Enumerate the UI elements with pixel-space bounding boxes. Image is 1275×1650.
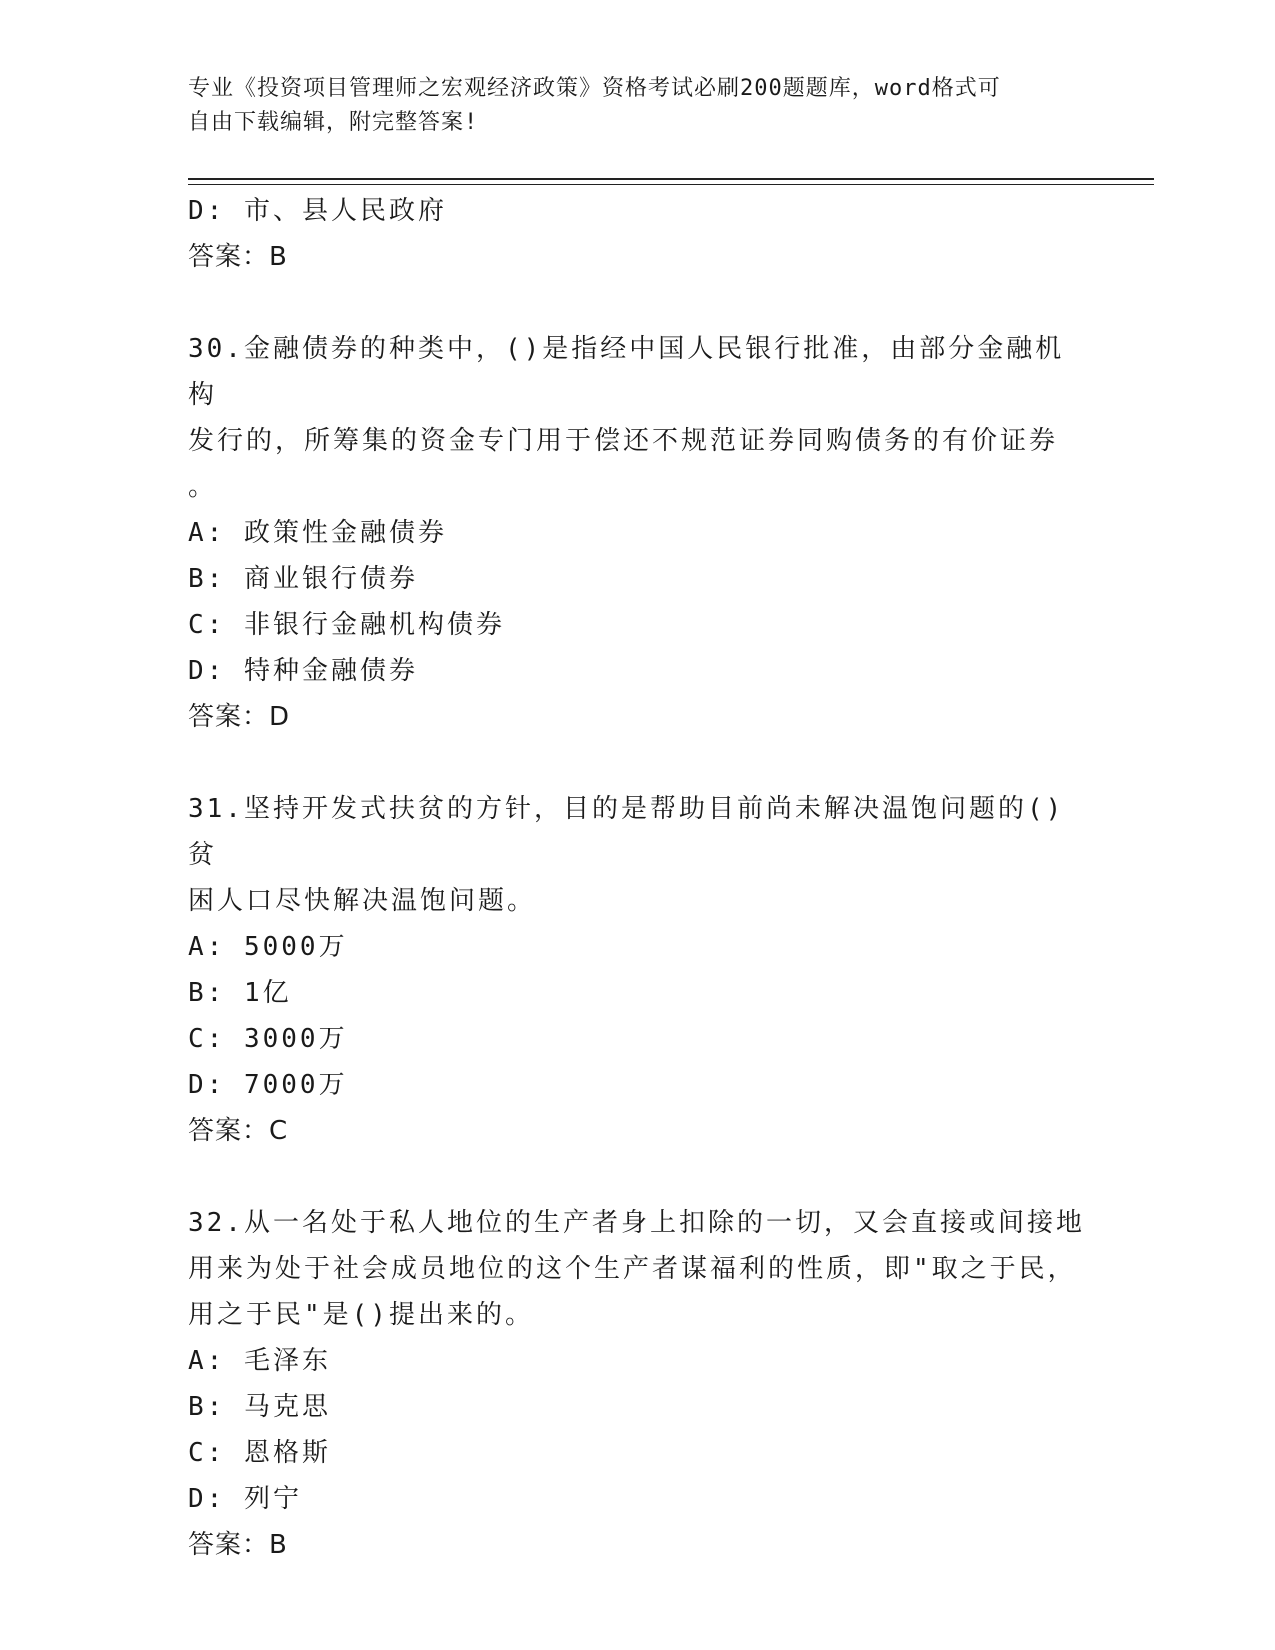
carryover-block xyxy=(188,188,1088,280)
header-divider-thick xyxy=(188,178,1154,180)
question-text-line: 发行的，所筹集的资金专门用于偿还不规范证券同购债务的有价证券 xyxy=(188,426,1059,456)
document-header xyxy=(188,72,1068,140)
answer-line: 答案：B xyxy=(188,1530,288,1560)
answer-line: 答案：B xyxy=(188,242,288,272)
option-c: C: 非银行金融机构债券 xyxy=(188,610,505,640)
option-c: C: 恩格斯 xyxy=(188,1438,331,1468)
question-text-line: 31.坚持开发式扶贫的方针，目的是帮助目前尚未解决温饱问题的()贫 xyxy=(188,794,1065,870)
option-b: B: 1亿 xyxy=(188,978,292,1008)
question-text-line: 32.从一名处于私人地位的生产者身上扣除的一切，又会直接或间接地 xyxy=(188,1208,1085,1238)
spacer xyxy=(188,1154,1088,1200)
header-line-1: 专业《投资项目管理师之宏观经济政策》资格考试必刷200题题库，word格式可 xyxy=(188,76,1001,101)
question-list xyxy=(188,188,1088,1568)
option-d: D: 7000万 xyxy=(188,1070,348,1100)
answer-line: 答案：D xyxy=(188,702,291,732)
option-d: D: 列宁 xyxy=(188,1484,302,1514)
option-c: C: 3000万 xyxy=(188,1024,348,1054)
question-31 xyxy=(188,786,1088,1154)
question-text-line: 困人口尽快解决温饱问题。 xyxy=(188,886,537,916)
option-d: D: 特种金融债券 xyxy=(188,656,418,686)
question-text-line: 30.金融债券的种类中，()是指经中国人民银行批准，由部分金融机构 xyxy=(188,334,1065,410)
question-text-line: 用来为处于社会成员地位的这个生产者谋福利的性质，即"取之于民， xyxy=(188,1254,1077,1284)
question-30 xyxy=(188,326,1088,740)
option-b: B: 商业银行债券 xyxy=(188,564,418,594)
spacer xyxy=(188,280,1088,326)
question-text-line: 。 xyxy=(188,472,218,502)
question-32 xyxy=(188,1200,1088,1568)
spacer xyxy=(188,740,1088,786)
answer-line: 答案：C xyxy=(188,1116,289,1146)
option-a: A: 毛泽东 xyxy=(188,1346,331,1376)
question-text-line: 用之于民"是()提出来的。 xyxy=(188,1300,534,1330)
option-b: B: 马克思 xyxy=(188,1392,331,1422)
header-divider-thin xyxy=(188,184,1154,185)
option-d: D: 市、县人民政府 xyxy=(188,196,447,226)
option-a: A: 政策性金融债券 xyxy=(188,518,447,548)
option-a: A: 5000万 xyxy=(188,932,348,962)
header-line-2: 自由下载编辑，附完整答案! xyxy=(188,110,479,135)
